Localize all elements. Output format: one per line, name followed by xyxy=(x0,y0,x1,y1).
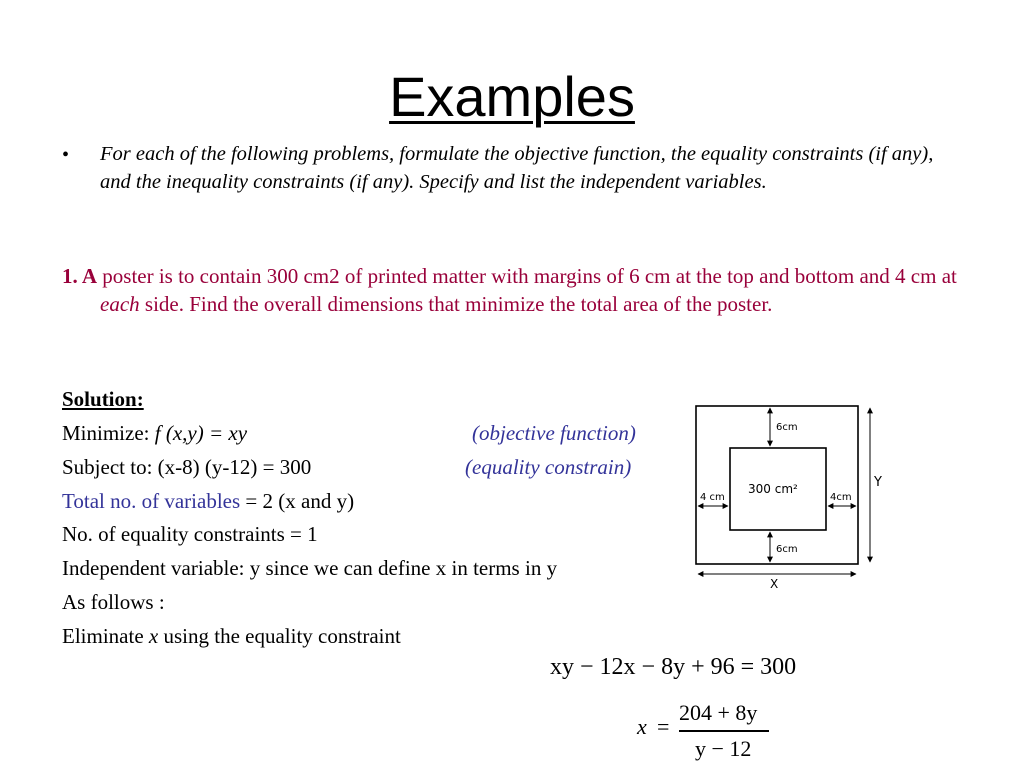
fraction-lhs: x xyxy=(637,714,647,739)
eliminate-var: x xyxy=(148,624,159,648)
minimize-label: Minimize: xyxy=(62,421,155,445)
problem-text-1: poster is to contain 300 cm2 of printed matter with margins of 6 cm at the top and bottom and 4 cm at xyxy=(97,264,957,288)
subject-line xyxy=(62,453,311,481)
slide-title: Examples xyxy=(389,65,635,128)
height-label: Y xyxy=(874,475,882,490)
fraction-equals: = xyxy=(657,714,670,739)
minimize-line xyxy=(62,419,247,447)
fraction-numerator: 204 + 8y xyxy=(679,700,758,725)
poster-diagram xyxy=(688,402,888,594)
left-margin-label: 4 cm xyxy=(700,492,725,503)
problem-each: each xyxy=(100,292,140,316)
right-margin-label: 4cm xyxy=(830,492,852,503)
total-vars-value: = 2 (x and y) xyxy=(240,489,355,513)
area-label: 300 cm² xyxy=(748,482,798,496)
independent-line: Independent variable: y since we can define x in terms in y xyxy=(62,556,558,580)
eliminate-prefix: Eliminate xyxy=(62,624,149,648)
constraint-expression: (x-8) (y-12) = 300 xyxy=(157,455,312,479)
problem-text-2: side. Find the overall dimensions that minimize the total area of the poster. xyxy=(139,292,773,316)
width-label: X xyxy=(770,577,779,591)
fraction-denominator: y − 12 xyxy=(695,736,752,761)
bullet-dot-icon: • xyxy=(62,144,70,166)
objective-note: (objective function) xyxy=(472,421,636,445)
problem-statement xyxy=(62,262,962,318)
eliminate-suffix: using the equality constraint xyxy=(158,624,401,648)
objective-expression: f (x,y) = xy xyxy=(154,421,248,445)
problem-label: 1. A xyxy=(62,264,98,288)
subject-label: Subject to: xyxy=(62,455,158,479)
constraint-note: (equality constrain) xyxy=(465,455,632,479)
eliminate-line xyxy=(62,622,401,650)
total-vars-line xyxy=(62,487,354,515)
equality-count-line: No. of equality constraints = 1 xyxy=(62,522,318,546)
solution-heading: Solution: xyxy=(62,387,144,411)
total-vars-label: Total no. of variables xyxy=(62,489,241,513)
top-margin-label: 6cm xyxy=(776,422,798,433)
instruction-text: For each of the following problems, formulate the objective function, the equality constraints (if any), and the inequality constraints (if any). Specify and list the independent variables. xyxy=(100,143,934,193)
equation-expanded: xy − 12x − 8y + 96 = 300 xyxy=(550,654,797,680)
equation-fraction xyxy=(635,700,785,766)
as-follows-line: As follows : xyxy=(62,590,165,614)
bottom-margin-label: 6cm xyxy=(776,544,798,555)
fraction-bar xyxy=(679,730,769,732)
